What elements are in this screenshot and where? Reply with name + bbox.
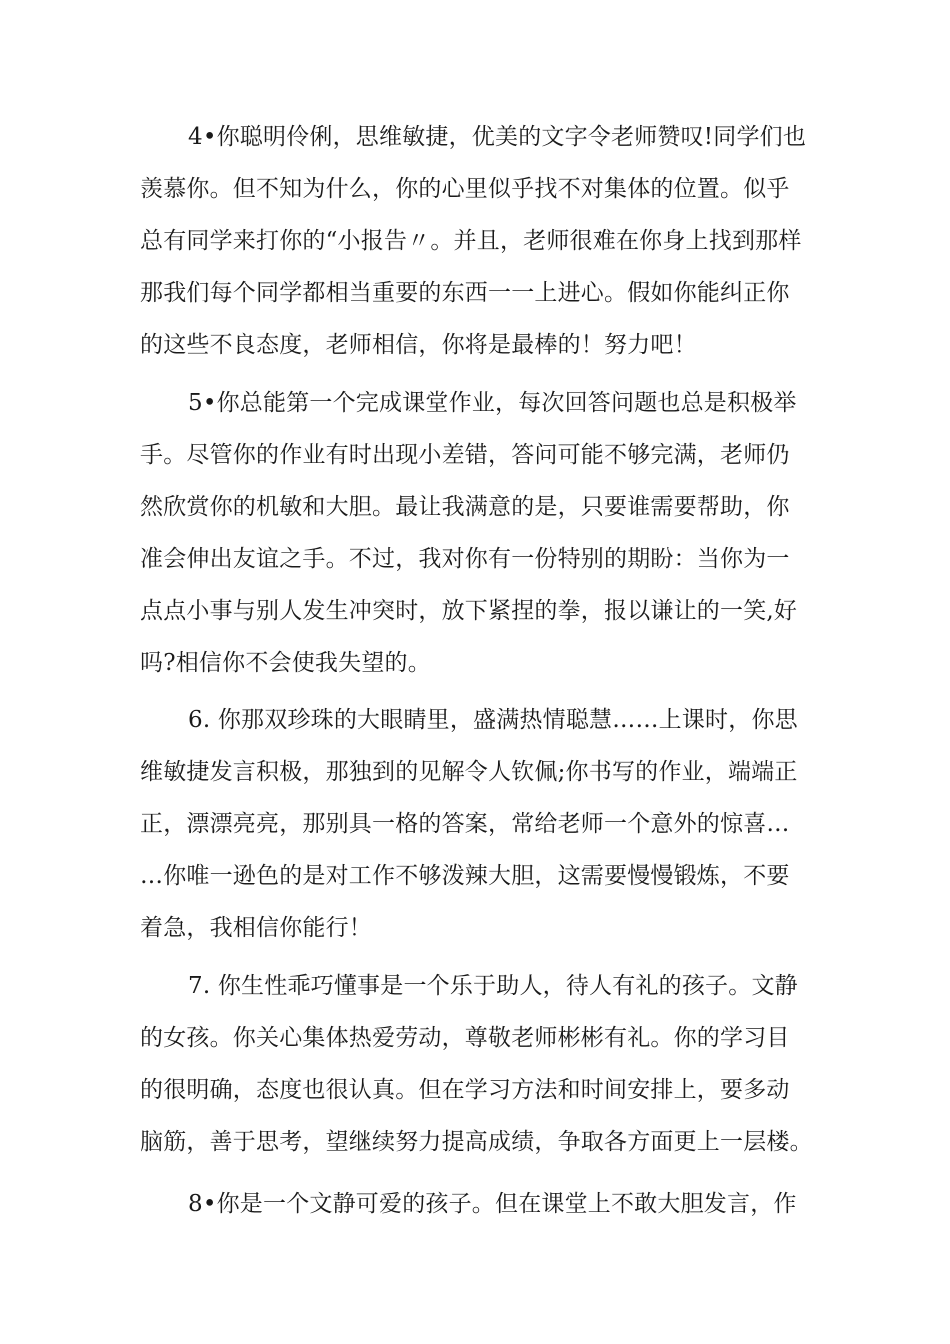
text-line: 6. 你那双珍珠的大眼睛里，盛满热情聪慧……上课时，你思	[188, 707, 798, 733]
paragraph-comment-6	[140, 694, 812, 954]
text-line: 的女孩。你关心集体热爱劳动，尊敬老师彬彬有礼。你的学习目	[140, 1025, 790, 1051]
paragraph-comment-4	[140, 111, 812, 371]
text-line: 脑筋，善于思考，望继续努力提高成绩，争取各方面更上一层楼。	[140, 1129, 813, 1155]
text-line: 的很明确，态度也很认真。但在学习方法和时间安排上，要多动	[140, 1077, 790, 1103]
text-line: 着急，我相信你能行！	[140, 915, 372, 941]
text-line: 正，漂漂亮亮，那别具一格的答案，常给老师一个意外的惊喜…	[140, 811, 790, 837]
text-line: 7. 你生性乖巧懂事是一个乐于助人，待人有礼的孩子。文静	[188, 973, 798, 999]
paragraph-comment-7	[140, 960, 812, 1168]
text-line: …你唯一逊色的是对工作不够泼辣大胆，这需要慢慢锻炼，不要	[140, 863, 790, 889]
text-line: 准会伸出友谊之手。不过，我对你有一份特别的期盼：当你为一	[140, 546, 790, 572]
text-line: 然欣赏你的机敏和大胆。最让我满意的是，只要谁需要帮助，你	[140, 494, 790, 520]
text-line: 总有同学来打你的“小报告〃。并且，老师很难在你身上找到那样	[140, 228, 802, 254]
text-line: 手。尽管你的作业有时出现小差错，答问可能不够完满，老师仍	[140, 442, 790, 468]
text-line: 4•你聪明伶俐，思维敏捷，优美的文字令老师赞叹!同学们也	[188, 124, 807, 150]
paragraph-comment-8	[140, 1178, 812, 1230]
text-line: 5•你总能第一个完成课堂作业，每次回答问题也总是积极举	[188, 390, 797, 416]
text-line: 吗?相信你不会使我失望的。	[140, 650, 431, 676]
text-line: 点点小事与别人发生冲突时，放下紧捏的拳，报以谦让的一笑,好	[140, 598, 798, 624]
text-line: 维敏捷发言积极，那独到的见解令人钦佩;你书写的作业，端端正	[140, 759, 798, 785]
text-line: 那我们每个同学都相当重要的东西一一上进心。假如你能纠正你	[140, 280, 790, 306]
text-line: 8•你是一个文静可爱的孩子。但在课堂上不敢大胆发言，作	[188, 1191, 797, 1217]
text-line: 的这些不良态度，老师相信，你将是最棒的！努力吧！	[140, 332, 697, 358]
text-line: 羡慕你。但不知为什么，你的心里似乎找不对集体的位置。似乎	[140, 176, 790, 202]
paragraph-comment-5	[140, 377, 812, 689]
